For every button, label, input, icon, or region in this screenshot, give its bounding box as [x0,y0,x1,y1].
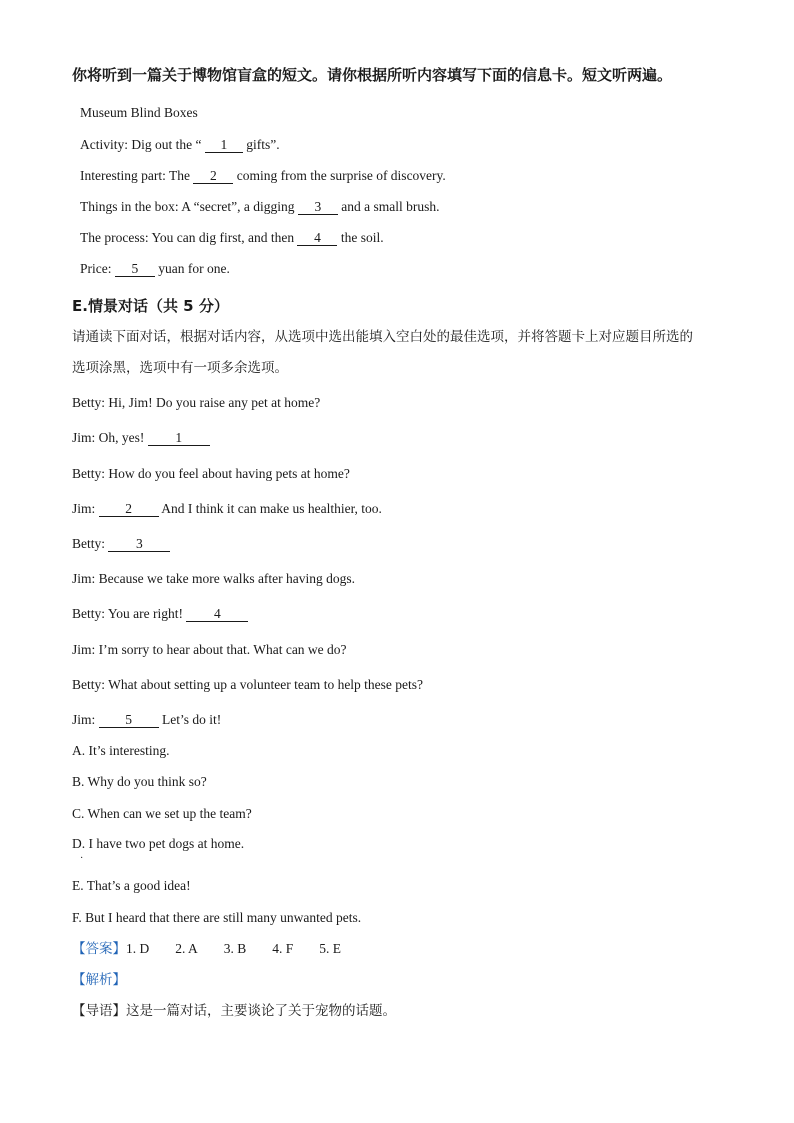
dialogue-line-10 [72,711,221,729]
option-f: F. But I heard that there are still many unwanted pets. [72,910,362,925]
card-row-text: Things in the box: A “secret”, a digging [80,199,298,214]
dialogue-line-9: Betty: What about setting up a volunteer team to help these pets? [72,677,424,692]
dialogue-text: Jim: Oh, yes! [72,430,148,445]
option-c: C. When can we set up the team? [72,806,252,821]
card-row-1 [80,136,280,154]
answer-blank: 2 [193,168,233,184]
card-row-5 [80,260,230,278]
dialogue-line-8: Jim: I’m sorry to hear about that. What can we do? [72,642,347,657]
card-row-text: the soil. [337,230,384,245]
dialogue-line-7 [72,605,248,623]
answer-blank: 4 [297,230,337,246]
listening-instruction: 你将听到一篇关于博物馆盲盒的短文。请你根据所听内容填写下面的信息卡。短文听两遍。 [72,66,673,84]
stray-mark: · [80,853,84,864]
answer-blank: 3 [298,199,338,215]
option-a: A. It’s interesting. [72,743,170,758]
card-row-3 [80,198,439,216]
dialogue-text: Let’s do it! [158,712,222,727]
answer-item: 5. E [319,941,342,956]
answer-item: 2. A [175,941,198,956]
card-row-2 [80,167,446,185]
answer-item: 1. D [126,941,150,956]
answer-blank: 5 [115,261,155,277]
answer-label: 【答案】 [72,941,126,957]
card-row-text: Price: [80,261,115,276]
card-row-text: yuan for one. [154,261,230,276]
card-row-text: and a small brush. [337,199,440,214]
card-row-text: The process: You can dig first, and then [80,230,298,245]
dialogue-line-4 [72,500,382,518]
card-row-text: Activity: Dig out the “ [80,137,205,152]
guide-line [72,1002,396,1020]
dialogue-line-5 [72,535,170,553]
dialogue-text: And I think it can make us healthier, too. [158,501,382,516]
guide-text: 这是一篇对话，主要谈论了关于宠物的话题。 [126,1003,396,1019]
dialogue-text: Betty: You are right! [72,606,187,621]
option-e: E. That’s a good idea! [72,878,191,893]
answer-blank: 1 [205,137,243,153]
dialogue-text: Jim: [72,501,99,516]
analysis-label: 【解析】 [72,972,126,988]
card-row-text: gifts”. [242,137,280,152]
card-title: Museum Blind Boxes [80,105,198,120]
dialogue-blank: 2 [99,501,159,517]
dialogue-blank: 1 [148,430,210,446]
card-row-text: Interesting part: The [80,168,194,183]
guide-label: 【导语】 [72,1003,126,1019]
dialogue-blank: 3 [108,536,170,552]
card-row-4 [80,229,384,247]
answer-item: 4. F [272,941,294,956]
section-e-instruction-2: 选项涂黑，选项中有一项多余选项。 [72,360,288,376]
answer-item: 3. B [223,941,247,956]
section-e-instruction-1: 请通读下面对话，根据对话内容，从选项中选出能填入空白处的最佳选项，并将答题卡上对应题目所选的 [72,329,693,345]
option-b: B. Why do you think so? [72,774,207,789]
dialogue-line-2 [72,429,210,447]
option-d: D. I have two pet dogs at home. [72,836,245,851]
answer-line [72,940,341,958]
dialogue-blank: 5 [99,712,159,728]
dialogue-text: Jim: [72,712,99,727]
dialogue-line-6: Jim: Because we take more walks after having dogs. [72,571,356,586]
dialogue-blank: 4 [186,606,248,622]
dialogue-text: Betty: [72,536,109,551]
dialogue-line-3: Betty: How do you feel about having pets at home? [72,466,350,481]
dialogue-line-1: Betty: Hi, Jim! Do you raise any pet at home? [72,395,321,410]
card-row-text: coming from the surprise of discovery. [233,168,446,183]
section-e-heading: E.情景对话（共 5 分） [72,297,229,315]
